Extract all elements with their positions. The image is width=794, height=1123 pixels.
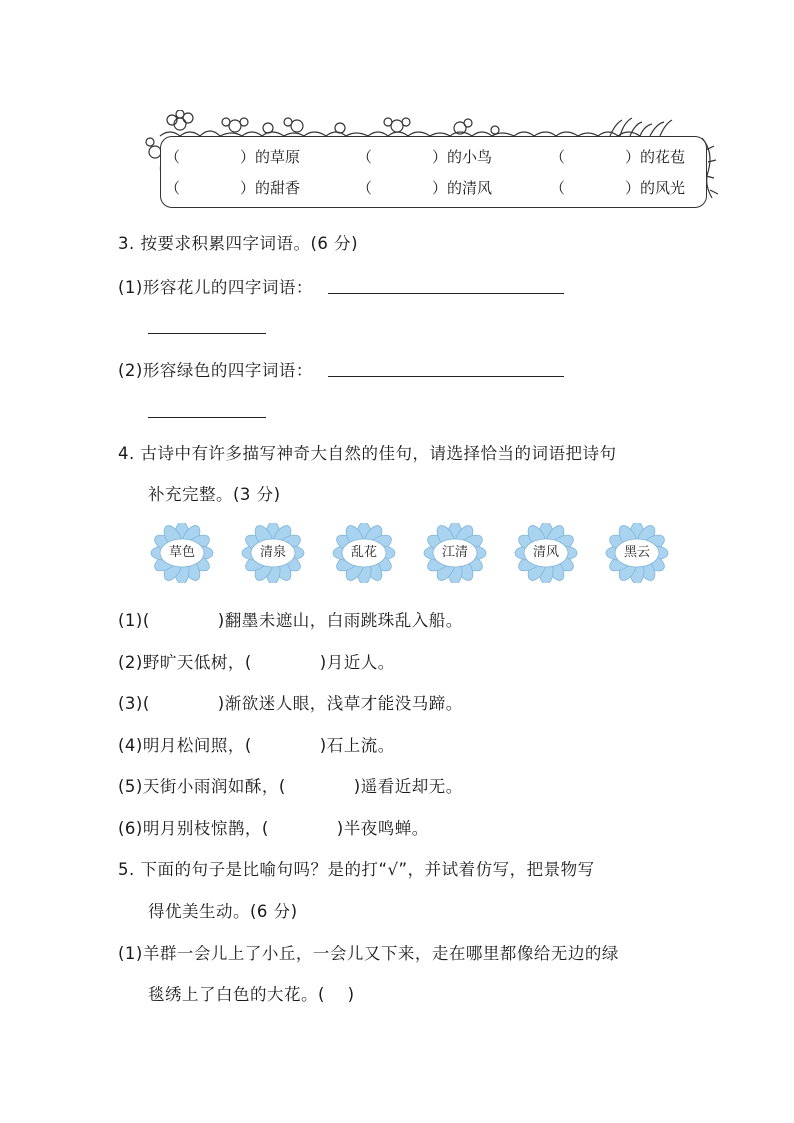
q4-item-2: (2)野旷天低树，( )月近人。 [118, 653, 395, 672]
q4-item-1: (1)( )翻墨未遮山，白雨跳珠乱入船。 [118, 611, 463, 630]
word-flower-5 [508, 523, 584, 583]
wordbox-cell-r2c1: （ ）的甜香 [165, 179, 301, 197]
word-flower-label[interactable]: 清风 [532, 545, 559, 560]
q4-item-6: (6)明月别枝惊鹊，( )半夜鸣蝉。 [118, 819, 429, 838]
q3-sub1-answer-line-2[interactable] [148, 333, 266, 334]
word-flower-1 [144, 523, 220, 583]
q5-title-line2: 得优美生动。(6 分) [148, 902, 298, 921]
wordbox-cell-r1c3: （ ）的花苞 [550, 148, 686, 166]
q4-item-4: (4)明月松间照，( )石上流。 [118, 736, 395, 755]
wordbox-cell-r2c2: （ ）的清风 [357, 179, 493, 197]
wordbox-cell-r1c1: （ ）的草原 [165, 148, 301, 166]
q3-sub1-answer-line[interactable] [328, 293, 564, 294]
wordbox-cell-r1c2: （ ）的小鸟 [357, 148, 493, 166]
q4-title-line1: 4. 古诗中有许多描写神奇大自然的佳句，请选择恰当的词语把诗句 [118, 444, 617, 463]
word-flower-label[interactable]: 黑云 [623, 545, 650, 560]
word-flower-label[interactable]: 江清 [441, 545, 468, 560]
word-flower-label[interactable]: 乱花 [350, 545, 377, 560]
word-flower-2 [235, 523, 311, 583]
word-flower-3 [326, 523, 402, 583]
q5-title-line1: 5. 下面的句子是比喻句吗？是的打“√”，并试着仿写，把景物写 [118, 860, 595, 879]
word-flower-label[interactable]: 清泉 [259, 545, 286, 560]
q4-item-3: (3)( )渐欲迷人眼，浅草才能没马蹄。 [118, 694, 463, 713]
wordbox-cell-r2c3: （ ）的风光 [550, 179, 686, 197]
q3-sub2-answer-line[interactable] [328, 376, 564, 377]
q3-sub2-label: (2)形容绿色的四字词语： [118, 361, 313, 380]
q4-item-5: (5)天街小雨润如酥，( )遥看近却无。 [118, 777, 463, 796]
q4-title-line2: 补充完整。(3 分) [148, 485, 281, 504]
q3-sub1-label: (1)形容花儿的四字词语： [118, 278, 313, 297]
word-flower-6 [599, 523, 675, 583]
word-flower-label[interactable]: 草色 [168, 545, 195, 560]
word-flower-4 [417, 523, 493, 583]
q3-title: 3. 按要求积累四字词语。(6 分) [118, 234, 359, 253]
q3-sub2-answer-line-2[interactable] [148, 417, 266, 418]
q5-item-1-line1: (1)羊群一会儿上了小丘，一会儿又下来，走在哪里都像给无边的绿 [118, 944, 619, 963]
q5-item-1-line2: 毯绣上了白色的大花。( ) [148, 985, 355, 1004]
